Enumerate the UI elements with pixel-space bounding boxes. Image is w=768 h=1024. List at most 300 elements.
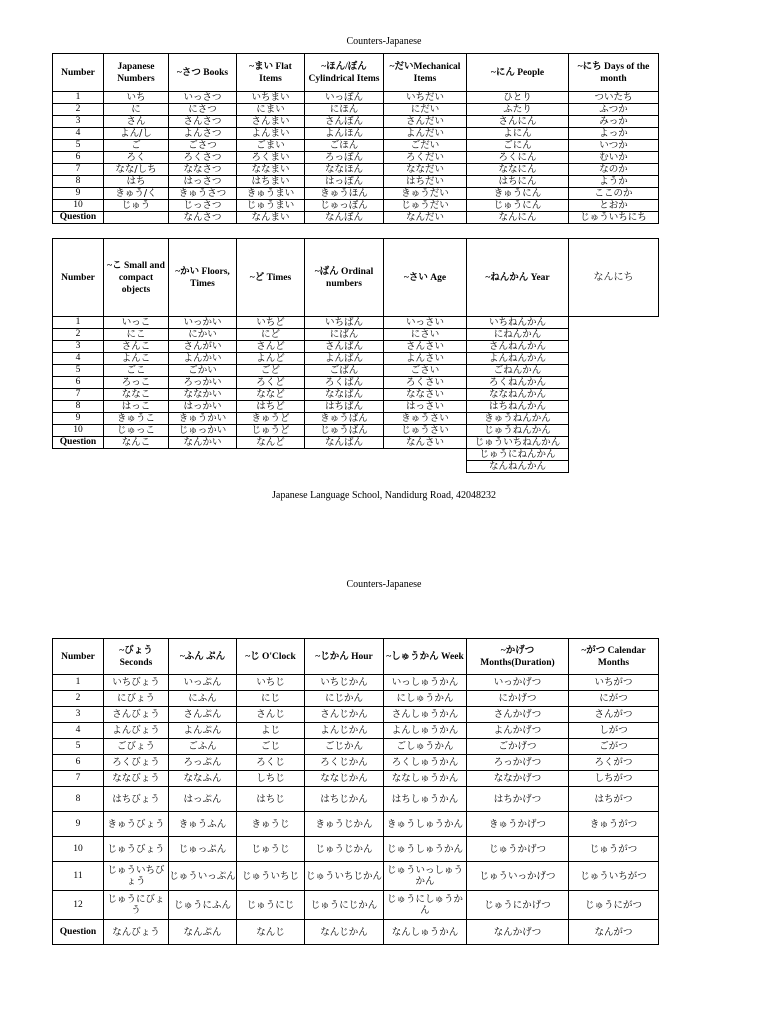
- table-cell: じゅうびょう: [104, 837, 169, 862]
- table-cell: にかい: [169, 329, 237, 341]
- footer-address: Japanese Language School, Nandidurg Road, 42048232: [272, 490, 496, 501]
- header-cell: ~ほん/ぼん Cylindrical Items: [305, 54, 384, 92]
- row-number: 1: [53, 317, 104, 329]
- table-cell: よんじかん: [305, 723, 384, 739]
- table-row: [53, 140, 659, 152]
- table-row: [53, 329, 659, 341]
- table-cell: なんまい: [237, 212, 305, 224]
- table-cell: ふつか: [569, 104, 659, 116]
- table-cell: よにん: [467, 128, 569, 140]
- table-cell: じゅっこ: [104, 425, 169, 437]
- row-number: 4: [53, 353, 104, 365]
- table-cell: ごしゅうかん: [384, 739, 467, 755]
- table-cell: ごさい: [384, 365, 467, 377]
- table-cell: じゅういっしゅうかん: [384, 862, 467, 891]
- table-cell: じっさつ: [169, 200, 237, 212]
- table-cell: はっぷん: [169, 787, 237, 812]
- empty-cell: [104, 449, 169, 461]
- table-cell: ごがつ: [569, 739, 659, 755]
- table-row: [53, 353, 659, 365]
- table-row: [53, 787, 659, 812]
- table-cell: ななびょう: [104, 771, 169, 787]
- table-row: [53, 837, 659, 862]
- table-cell: にまい: [237, 104, 305, 116]
- header-cell: ~かげつ Months(Duration): [467, 639, 569, 675]
- row-number: 6: [53, 755, 104, 771]
- table-cell: いちびょう: [104, 675, 169, 691]
- table-cell: ろっかげつ: [467, 755, 569, 771]
- table-cell: ごまい: [237, 140, 305, 152]
- table-cell: いちだい: [384, 92, 467, 104]
- table-cell: よんだい: [384, 128, 467, 140]
- table-row: [53, 176, 659, 188]
- table-cell: きゅうばん: [305, 413, 384, 425]
- table-cell: じゅう: [104, 200, 169, 212]
- table-row: [53, 862, 659, 891]
- table-cell: なんにん: [467, 212, 569, 224]
- table-cell: はっぽん: [305, 176, 384, 188]
- table-cell: ろくだい: [384, 152, 467, 164]
- empty-cell: [569, 401, 659, 413]
- table-cell: じゅうにがつ: [569, 891, 659, 920]
- table-cell: じゅうばん: [305, 425, 384, 437]
- table-cell: よんど: [237, 353, 305, 365]
- empty-cell: [569, 317, 659, 329]
- table-cell: なな/しち: [104, 164, 169, 176]
- table-cell: よんびょう: [104, 723, 169, 739]
- table-cell: なんぼん: [305, 212, 384, 224]
- table-row: [53, 891, 659, 920]
- table-cell: ろくにん: [467, 152, 569, 164]
- table-cell: さんねんかん: [467, 341, 569, 353]
- empty-cell: [569, 461, 659, 473]
- empty-cell: [384, 461, 467, 473]
- table-cell: さんがい: [169, 341, 237, 353]
- row-number: 2: [53, 104, 104, 116]
- table-row: [53, 413, 659, 425]
- table-row: [53, 200, 659, 212]
- header-cell: Number: [53, 639, 104, 675]
- empty-cell: [569, 449, 659, 461]
- table-cell: いつか: [569, 140, 659, 152]
- table-cell: じゅうど: [237, 425, 305, 437]
- header-cell: ~さつ Books: [169, 54, 237, 92]
- empty-cell: [305, 461, 384, 473]
- table-cell: ろくしゅうかん: [384, 755, 467, 771]
- table-row: [53, 739, 659, 755]
- table-row: [53, 691, 659, 707]
- table-cell: なんぷん: [169, 920, 237, 945]
- row-number: 7: [53, 164, 104, 176]
- table-cell: よん/し: [104, 128, 169, 140]
- header-cell: ~にん People: [467, 54, 569, 92]
- table-cell: きゅうかい: [169, 413, 237, 425]
- row-number: 2: [53, 691, 104, 707]
- table-row: [53, 401, 659, 413]
- table-cell: よんさい: [384, 353, 467, 365]
- row-number: 5: [53, 365, 104, 377]
- empty-cell: [569, 389, 659, 401]
- table-cell: ごほん: [305, 140, 384, 152]
- empty-cell: [53, 461, 104, 473]
- table-cell: きゅうこ: [104, 413, 169, 425]
- empty-cell: [237, 461, 305, 473]
- table-cell: はちじ: [237, 787, 305, 812]
- table-cell: なんど: [237, 437, 305, 449]
- table-cell: よんしゅうかん: [384, 723, 467, 739]
- table-cell: いっぽん: [305, 92, 384, 104]
- empty-cell: [569, 365, 659, 377]
- table-cell: ろくまい: [237, 152, 305, 164]
- table-cell: じゅうじ: [237, 837, 305, 862]
- table-cell: さん: [104, 116, 169, 128]
- table-cell: ななしゅうかん: [384, 771, 467, 787]
- table-cell: はちしゅうかん: [384, 787, 467, 812]
- table-cell: しちじ: [237, 771, 305, 787]
- table-cell: さんじかん: [305, 707, 384, 723]
- row-number: 2: [53, 329, 104, 341]
- table-cell: じゅうにねんかん: [467, 449, 569, 461]
- table-cell: ろくばん: [305, 377, 384, 389]
- table-cell: いっぷん: [169, 675, 237, 691]
- header-cell: ~ど Times: [237, 239, 305, 317]
- empty-cell: [569, 377, 659, 389]
- table-cell: ななさつ: [169, 164, 237, 176]
- table-cell: ななこ: [104, 389, 169, 401]
- table-row: [53, 92, 659, 104]
- table-cell: なんびょう: [104, 920, 169, 945]
- row-number: 8: [53, 401, 104, 413]
- row-number: 11: [53, 862, 104, 891]
- table-cell: はちにん: [467, 176, 569, 188]
- table-cell: ろくさい: [384, 377, 467, 389]
- table-cell: なんねんかん: [467, 461, 569, 473]
- table-cell: さんさつ: [169, 116, 237, 128]
- table-cell: じゅっぽん: [305, 200, 384, 212]
- table-cell: じゅうにしゅうかん: [384, 891, 467, 920]
- row-number: 4: [53, 128, 104, 140]
- table-cell: ひとり: [467, 92, 569, 104]
- table-cell: ごさつ: [169, 140, 237, 152]
- table-cell: じゅうにじかん: [305, 891, 384, 920]
- table-cell: じゅうさい: [384, 425, 467, 437]
- table-cell: はちびょう: [104, 787, 169, 812]
- table-cell: にほん: [305, 104, 384, 116]
- row-number: 3: [53, 116, 104, 128]
- table-cell: はっさつ: [169, 176, 237, 188]
- empty-cell: [569, 341, 659, 353]
- empty-cell: [53, 449, 104, 461]
- table-cell: はちだい: [384, 176, 467, 188]
- table-cell: よんぷん: [169, 723, 237, 739]
- header-cell: ~まい Flat Items: [237, 54, 305, 92]
- table-cell: ごびょう: [104, 739, 169, 755]
- table-cell: なんかい: [169, 437, 237, 449]
- table-cell: じゅういちがつ: [569, 862, 659, 891]
- row-number: 7: [53, 771, 104, 787]
- table-cell: さんぼん: [305, 116, 384, 128]
- row-number: Question: [53, 920, 104, 945]
- row-number: 12: [53, 891, 104, 920]
- table-cell: にさつ: [169, 104, 237, 116]
- row-number: 9: [53, 188, 104, 200]
- table-cell: さんだい: [384, 116, 467, 128]
- table-cell: なんばん: [305, 437, 384, 449]
- empty-cell: [384, 449, 467, 461]
- table-cell: にびょう: [104, 691, 169, 707]
- table-cell: きゅうほん: [305, 188, 384, 200]
- table-cell: にじ: [237, 691, 305, 707]
- table-cell: じゅういっかげつ: [467, 862, 569, 891]
- table-row: [53, 723, 659, 739]
- table-cell: みっか: [569, 116, 659, 128]
- header-cell: ~ふん ぷん: [169, 639, 237, 675]
- table-cell: ごこ: [104, 365, 169, 377]
- row-number: Question: [53, 212, 104, 224]
- empty-cell: [169, 449, 237, 461]
- table-cell: いっさつ: [169, 92, 237, 104]
- table-cell: いっかげつ: [467, 675, 569, 691]
- table-cell: ごにん: [467, 140, 569, 152]
- table-cell: ろくど: [237, 377, 305, 389]
- table-cell: ろく: [104, 152, 169, 164]
- table-cell: ろっぽん: [305, 152, 384, 164]
- table-cell: じゅっぷん: [169, 837, 237, 862]
- table-cell: さんがつ: [569, 707, 659, 723]
- table-cell: じゅうにん: [467, 200, 569, 212]
- table-cell: なんだい: [384, 212, 467, 224]
- row-number: 8: [53, 787, 104, 812]
- table-cell: にだい: [384, 104, 467, 116]
- table-cell: ごふん: [169, 739, 237, 755]
- table-cell: むいか: [569, 152, 659, 164]
- table-cell: なんさい: [384, 437, 467, 449]
- table-cell: に: [104, 104, 169, 116]
- table-cell: しがつ: [569, 723, 659, 739]
- table-cell: じゅういちじかん: [305, 862, 384, 891]
- table-cell: さんぷん: [169, 707, 237, 723]
- table-cell: きゅうびょう: [104, 812, 169, 837]
- nannichi-cell: なんにち: [569, 239, 659, 317]
- table-cell: ななど: [237, 389, 305, 401]
- table-cell: じゅうじかん: [305, 837, 384, 862]
- table-cell: はちがつ: [569, 787, 659, 812]
- table-cell: いち: [104, 92, 169, 104]
- empty-cell: [104, 461, 169, 473]
- table-row: [53, 341, 659, 353]
- table-cell: はちばん: [305, 401, 384, 413]
- header-cell: ~だいMechanical Items: [384, 54, 467, 92]
- table-cell: きゅうまい: [237, 188, 305, 200]
- table-row: [53, 317, 659, 329]
- table-cell: はちかげつ: [467, 787, 569, 812]
- table-cell: さんど: [237, 341, 305, 353]
- header-cell: ~しゅうかん Week: [384, 639, 467, 675]
- table-cell: じゅういちねんかん: [467, 437, 569, 449]
- table-cell: ろくびょう: [104, 755, 169, 771]
- row-number: 10: [53, 200, 104, 212]
- row-number: 8: [53, 176, 104, 188]
- table-cell: きゅうだい: [384, 188, 467, 200]
- header-cell: ~じ O'Clock: [237, 639, 305, 675]
- table-cell: ななほん: [305, 164, 384, 176]
- table-cell: ななさい: [384, 389, 467, 401]
- table-cell: ご: [104, 140, 169, 152]
- table-cell: さんばん: [305, 341, 384, 353]
- table-cell: よんほん: [305, 128, 384, 140]
- header-cell: Number: [53, 54, 104, 92]
- counters-table-1: [52, 53, 659, 224]
- table-cell: きゅうがつ: [569, 812, 659, 837]
- table-cell: にじかん: [305, 691, 384, 707]
- row-number: 6: [53, 377, 104, 389]
- table-cell: ついたち: [569, 92, 659, 104]
- table-cell: いちまい: [237, 92, 305, 104]
- table-cell: じゅうにじ: [237, 891, 305, 920]
- table-cell: ろっこ: [104, 377, 169, 389]
- table-cell: いちじかん: [305, 675, 384, 691]
- table-cell: じゅういちじ: [237, 862, 305, 891]
- table-cell: ななだい: [384, 164, 467, 176]
- table-cell: じゅうまい: [237, 200, 305, 212]
- page2-title: Counters-Japanese: [346, 579, 422, 590]
- table-cell: じゅうにびょう: [104, 891, 169, 920]
- table-cell: ななにん: [467, 164, 569, 176]
- table-row: [53, 771, 659, 787]
- table-cell: しちがつ: [569, 771, 659, 787]
- row-number: 6: [53, 152, 104, 164]
- table-cell: はっこ: [104, 401, 169, 413]
- row-number: 10: [53, 837, 104, 862]
- row-number: 9: [53, 812, 104, 837]
- table-cell: さんかげつ: [467, 707, 569, 723]
- table-cell: きゅうふん: [169, 812, 237, 837]
- table-cell: にがつ: [569, 691, 659, 707]
- table-cell: よじ: [237, 723, 305, 739]
- header-cell: Japanese Numbers: [104, 54, 169, 92]
- header-cell: ~かい Floors, Times: [169, 239, 237, 317]
- table-cell: なんさつ: [169, 212, 237, 224]
- table-cell: はち: [104, 176, 169, 188]
- table-cell: さんしゅうかん: [384, 707, 467, 723]
- table-cell: ろくさつ: [169, 152, 237, 164]
- table-cell: はちど: [237, 401, 305, 413]
- row-number: 5: [53, 140, 104, 152]
- empty-cell: [569, 329, 659, 341]
- table-cell: はちまい: [237, 176, 305, 188]
- header-cell: ~ねんかん Year: [467, 239, 569, 317]
- header-cell: ~びょう Seconds: [104, 639, 169, 675]
- empty-cell: [305, 449, 384, 461]
- table-cell: ななじかん: [305, 771, 384, 787]
- table-row: [53, 116, 659, 128]
- table-row: [53, 128, 659, 140]
- table-row: [53, 212, 659, 224]
- table-cell: じゅうだい: [384, 200, 467, 212]
- table-cell: じゅういちにち: [569, 212, 659, 224]
- table-row: [53, 425, 659, 437]
- table-cell: いちじ: [237, 675, 305, 691]
- table-cell: きゅうじ: [237, 812, 305, 837]
- table-cell: なのか: [569, 164, 659, 176]
- table-row: [53, 675, 659, 691]
- table-row: [53, 449, 659, 461]
- table-row: [53, 152, 659, 164]
- table-cell: ななばん: [305, 389, 384, 401]
- table-cell: よんまい: [237, 128, 305, 140]
- table-cell: なんかげつ: [467, 920, 569, 945]
- table-cell: よっか: [569, 128, 659, 140]
- table-cell: さんじ: [237, 707, 305, 723]
- header-cell: ~こ Small and compact objects: [104, 239, 169, 317]
- row-number: 3: [53, 341, 104, 353]
- table-cell: じゅうかげつ: [467, 837, 569, 862]
- page1-title: Counters-Japanese: [346, 36, 422, 47]
- table-cell: ここのか: [569, 188, 659, 200]
- table-cell: よんかげつ: [467, 723, 569, 739]
- table-cell: いっかい: [169, 317, 237, 329]
- table-cell: はちねんかん: [467, 401, 569, 413]
- table-cell: じゅういっぷん: [169, 862, 237, 891]
- table-cell: ごじ: [237, 739, 305, 755]
- row-number: 5: [53, 739, 104, 755]
- table-cell: ごど: [237, 365, 305, 377]
- table-row: [53, 812, 659, 837]
- table-cell: ようか: [569, 176, 659, 188]
- counters-table-3: [52, 638, 659, 945]
- table-cell: にばん: [305, 329, 384, 341]
- table-cell: じゅうにかげつ: [467, 891, 569, 920]
- table-cell: ななねんかん: [467, 389, 569, 401]
- table-cell: ろっぷん: [169, 755, 237, 771]
- table-row: [53, 920, 659, 945]
- table-cell: にしゅうかん: [384, 691, 467, 707]
- table-cell: さんまい: [237, 116, 305, 128]
- empty-cell: [169, 461, 237, 473]
- table-cell: ろっかい: [169, 377, 237, 389]
- header-cell: ~にち Days of the month: [569, 54, 659, 92]
- table-row: [53, 377, 659, 389]
- table-cell: さんさい: [384, 341, 467, 353]
- table-cell: なんじ: [237, 920, 305, 945]
- table-cell: ななまい: [237, 164, 305, 176]
- table-cell: にさい: [384, 329, 467, 341]
- table-cell: じゅうがつ: [569, 837, 659, 862]
- table-cell: いっこ: [104, 317, 169, 329]
- row-number: 1: [53, 675, 104, 691]
- table-cell: いちねんかん: [467, 317, 569, 329]
- table-cell: きゅうさつ: [169, 188, 237, 200]
- table-cell: じゅうにふん: [169, 891, 237, 920]
- header-cell: ~じかん Hour: [305, 639, 384, 675]
- table-cell: ななふん: [169, 771, 237, 787]
- table-row: [53, 389, 659, 401]
- table-cell: きゅうじかん: [305, 812, 384, 837]
- table-cell: とおか: [569, 200, 659, 212]
- table-cell: きゅうねんかん: [467, 413, 569, 425]
- table-row: [53, 164, 659, 176]
- table-cell: じゅういちびょう: [104, 862, 169, 891]
- empty-cell: [237, 449, 305, 461]
- table-cell: いちばん: [305, 317, 384, 329]
- table-cell: よんかい: [169, 353, 237, 365]
- table-cell: にねんかん: [467, 329, 569, 341]
- header-cell: ~さい Age: [384, 239, 467, 317]
- table-row: [53, 437, 659, 449]
- row-number: 4: [53, 723, 104, 739]
- table-cell: なんこ: [104, 437, 169, 449]
- counters-table-2: [52, 238, 659, 473]
